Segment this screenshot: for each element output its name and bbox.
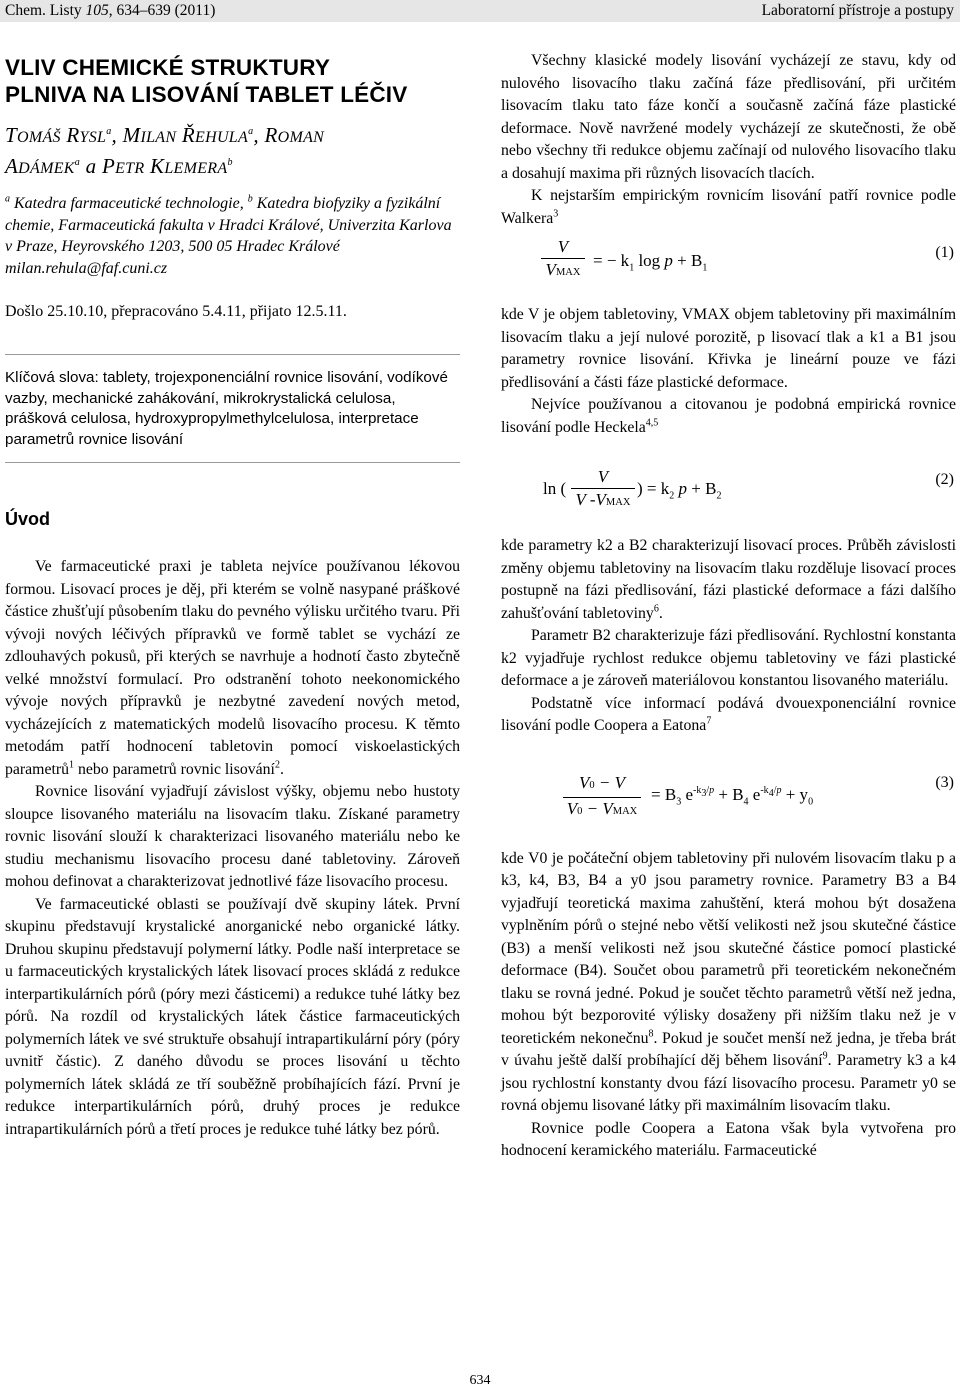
paragraph: Rovnice podle Coopera a Eatona však byla vytvořena pro hodnocení keramického materiálu. Farmaceutické <box>501 1119 956 1159</box>
eq2-fraction: V V -VMAX <box>571 466 635 514</box>
equation-2 <box>501 439 956 535</box>
eq2-rhs: ) = $k_2$ $p + B_2$ <box>637 479 722 502</box>
running-header <box>0 0 960 22</box>
paragraph: Nejvíce používanou a citovanou je podobná empirická rovnice lisování podle Heckela$^{4,5}$ <box>501 396 956 436</box>
divider <box>5 354 460 355</box>
received-dates: Došlo 25.10.10, přepracováno 5.4.11, přijato 12.5.11. <box>5 303 347 320</box>
equation-number: (2) <box>935 471 954 488</box>
paragraph: Ve farmaceutické praxi je tableta nejvíce používanou lékovou formou. Lisovací proces je děj, při kterém se volně nasypané práškové částice zhušťují působením tlaku do pevného výlisku určitého tvaru. Při vývoji nových léčivých přípravků ve formě tablet se vychází ze zdlouhavých pokusů, při kterých se navrhuje a hodnotí často zbytečně velké množství formulací. Pro odstranění tohoto neekonomického vývoje nových přípravků je nezbytné zavedení nových metod, vycházejících z matematických modelů lisovacího procesu. K těmto metodám patří hodnocení tabletovin pomocí viskoelastických parametrů$^1$ nebo parametrů rovnic lisování$^2$. <box>5 558 460 778</box>
page-number: 634 <box>469 1373 491 1388</box>
paragraph: K nejstarším empirickým rovnicím lisování patří rovnice podle Walkera$^3$ <box>501 187 956 227</box>
journal-citation: Chem. Listy 105, 634–639 (2011) <box>5 2 216 19</box>
eq2-ln: ln ( <box>543 479 567 498</box>
affiliation: $^a$ Katedra farmaceutické technologie, $^b$ Katedra biofyziky a fyzikální chemie, Farmaceutická fakulta v Hradci Králové, Univerzita Karlova v Praze, Heyrovského 1203, 500 05 Hradec Králové milan.rehula@faf.cuni.cz <box>5 193 452 277</box>
paragraph: kde V je objem tabletoviny, VMAX objem tabletoviny při maximálním lisovacím tlaku a její nulové porozitě, p lisovací tlak a k1 a B1 jsou parametry rovnice lisování. Křivka je lineární pouze ve fázi předlisování a části fáze plastické deformace. <box>501 306 956 391</box>
title-line-1: VLIV CHEMICKÉ STRUKTURY <box>5 55 331 80</box>
eq3-rhs: = $B_3$ $e^{-k_3/p} + B_4$ $e^{-k_4/p} + y_0$ <box>651 784 814 807</box>
article-title <box>5 54 460 108</box>
equation-1 <box>501 230 956 304</box>
equation-3 <box>501 738 956 848</box>
divider <box>5 462 460 463</box>
paragraph: kde parametry k2 a B2 charakterizují lisovací proces. Průběh závislosti změny objemu tabletoviny na lisovacím tlaku rozděluje lisovací proces postupně na fázi předlisování, fázi plastické deformace a fázi dalšího zahušťování tabletoviny$^6$. <box>501 537 956 622</box>
keywords: Klíčová slova: tablety, trojexponenciální rovnice lisování, vodíkové vazby, mechanické zahákování, mikrokrystalická celulosa, prášková celulosa, hydroxypropylmethylcelulosa, interpretace parametrů rovnice lisování <box>5 369 448 448</box>
equation-number: (3) <box>935 773 954 791</box>
eq1-rhs: = − $k_1$ $\log p + B_1$ <box>593 251 708 274</box>
paragraph: Všechny klasické modely lisování vycházejí ze stavu, kdy od nulového lisovacího tlaku začíná fáze předlisování, při určitém lisovacím tlaku tato fáze končí a současně začíná fáze plastické deformace. Nově navržené modely vycházejí ze skutečnosti, že obě nebo všechny tři redukce objemu začínají od nulového lisovacího tlaku a dosahují maxima při různých lisovacích tlacích. <box>501 52 956 182</box>
right-column <box>501 50 956 1163</box>
paragraph: Parametr B2 charakterizuje fázi předlisování. Rychlostní konstanta k2 vyjadřuje rychlost redukce objemu tabletoviny ve fázi plastické deformace a je zároveň materiálovou konstantou lisovaného materiálu. <box>501 627 956 689</box>
paragraph: Podstatně více informací podává dvouexponenciální rovnice lisování podle Coopera a Eatona$^7$ <box>501 694 956 734</box>
title-line-2: PLNIVA NA LISOVÁNÍ TABLET LÉČIV <box>5 82 408 107</box>
paragraph: kde V0 je počáteční objem tabletoviny při nulovém lisovacím tlaku p a k3, k4, B3, B4 a y0 jsou parametry rovnice. Parametry B3 a B4 vyjadřují teoretická maxima zahuštění, která mohou být dosažena vyplněním pórů o stejné nebo větší velikosti než jsou skutečné částice (B3) a menší velikosti než jsou skutečné částice pomocí plastické deformace (B4). Součet obou parametrů při teoretickém nekonečném tlaku se rovná jedné. Pokud je součet těchto parametrů větší než jedna, mohou být bezporovité výlisky dosaženy při nižším tlaku než je v teoretickém nekonečnu$^8$. Pokud je součet menší než jedna, je třeba brát v úvahu ještě další probíhající děj během lisování$^9$. Parametry k3 a k4 jsou rychlostní konstanty dvou fází lisovacího procesu. Parametr y0 se rovná objemu lisované látky při maximálním lisovacím tlaku. <box>501 849 956 1114</box>
eq3-fraction: V0 − V V0 − VMAX <box>563 772 641 823</box>
left-column <box>5 50 460 1141</box>
paragraph: Ve farmaceutické oblasti se používají dvě skupiny látek. První skupinu představují krystalické anorganické nebo organické látky. Druhou skupinu představují polymerní látky. Podle naší interpretace se u farmaceutických krystalických látek lisovací proces skládá z redukce interpartikulárních pórů (póry mezi částicemi) a redukce tuhé látky bez pórů. Na rozdíl od krystalických látek částice farmaceutických polymerních látek ve své struktuře obsahují intrapartikulární póry (póry uvnitř částic). Z daného důvodu se proces lisování u těchto polymerních látek skládá ze tří souběžně probíhajících fází. První je redukce interpartikulárních pórů, druhý proces je redukce intrapartikulárních pórů a třetí proces je redukce tuhé látky bez pórů. <box>5 895 460 1138</box>
author-email[interactable]: milan.rehula@faf.cuni.cz <box>5 259 168 277</box>
eq1-fraction: V VMAX <box>541 236 585 284</box>
author-list: TOMÁŠ RYSL$^a$, MILAN ŘEHULA$^a$, ROMAN ADÁMEK$^a$ a PETR KLEMERA$^b$ <box>5 123 325 178</box>
section-heading-intro: Úvod <box>5 509 50 529</box>
section-label: Laboratorní přístroje a postupy <box>761 2 954 19</box>
paragraph: Rovnice lisování vyjadřují závislost výšky, objemu nebo hustoty sloupce lisovaného materiálu na lisovacím tlaku. Získané parametry rovnic lisování slouží k charakterizaci lisovaného materiálu nebo ke studiu mechanismu lisovacího procesu dané tabletoviny. Zároveň mohou definovat a charakterizovat jednotlivé fáze lisovacího procesu. <box>5 783 460 890</box>
equation-number: (1) <box>935 244 954 261</box>
